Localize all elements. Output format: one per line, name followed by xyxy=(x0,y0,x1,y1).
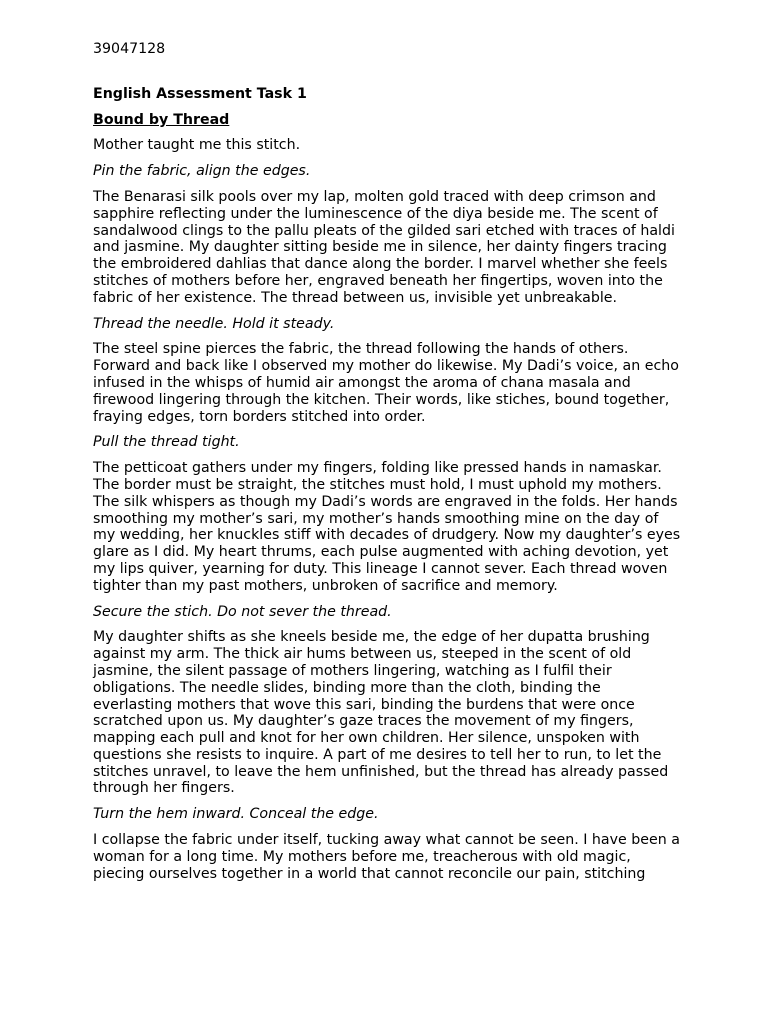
document-page xyxy=(93,41,683,891)
body-paragraph: The petticoat gathers under my fingers, folding like pressed hands in namaskar. The border must be straight, the stitches must hold, I must uphold my mothers. The silk whispers as though my Dadi’s words are engraved in the folds. Her hands smoothing my mother’s sari, my mother’s hands smoothing mine on the day of my wedding, her knuckles stiff with decades of drudgery. Now my daughter’s eyes glare as I did. My heart thrums, each pulse augmented with aching devotion, yet my lips quiver, yearning for duty. This lineage I cannot sever. Each thread woven tighter than my past mothers, unbroken of sacrifice and memory. xyxy=(93,460,681,594)
body-paragraph: The Benarasi silk pools over my lap, molten gold traced with deep crimson and sapphire reflecting under the luminescence of the diya beside me. The scent of sandalwood clings to the pallu pleats of the gilded sari etched with traces of haldi and jasmine. My daughter sitting beside me in silence, her dainty fingers tracing the embroidered dahlias that dance along the border. I marvel whether she feels stitches of mothers before her, engraved beneath her fingertips, woven into the fabric of her existence. The thread between us, invisible yet unbreakable. xyxy=(93,188,675,306)
story-title: Bound by Thread xyxy=(93,111,230,128)
stitch-instruction: Secure the stich. Do not sever the thread. xyxy=(93,603,392,620)
stitch-instruction: Pull the thread tight. xyxy=(93,434,240,451)
body-paragraph: My daughter shifts as she kneels beside me, the edge of her dupatta brushing against my arm. The thick air hums between us, steeped in the scent of old jasmine, the silent passage of mothers lingering, watching as I fulfil their obligations. The needle slides, binding more than the cloth, binding the everlasting mothers that wove this sari, binding the burdens that were once scratched upon us. My daughter’s gaze traces the movement of my fingers, mapping each pull and knot for her own children. Her silence, unspoken with questions she resists to inquire. A part of me desires to tell her to run, to let the stitches unravel, to leave the hem unfinished, but the thread has already passed through her fingers. xyxy=(93,629,669,797)
task-title: English Assessment Task 1 xyxy=(93,85,307,102)
stitch-instruction: Pin the fabric, align the edges. xyxy=(93,163,311,180)
stitch-instruction: Thread the needle. Hold it steady. xyxy=(93,315,335,332)
body-paragraph: I collapse the fabric under itself, tucking away what cannot be seen. I have been a woman for a long time. My mothers before me, treacherous with old magic, piecing ourselves together in a world that cannot reconcile our pain, stitching xyxy=(93,832,680,882)
body-paragraph: The steel spine pierces the fabric, the thread following the hands of others. Forward and back like I observed my mother do likewise. My Dadi’s voice, an echo infused in the whisps of humid air amongst the aroma of chana masala and firewood lingering through the kitchen. Their words, like stiches, bound together, fraying edges, torn borders stitched into order. xyxy=(93,341,679,425)
student-id: 39047128 xyxy=(93,41,166,57)
opening-line: Mother taught me this stitch. xyxy=(93,137,301,154)
stitch-instruction: Turn the hem inward. Conceal the edge. xyxy=(93,806,379,823)
